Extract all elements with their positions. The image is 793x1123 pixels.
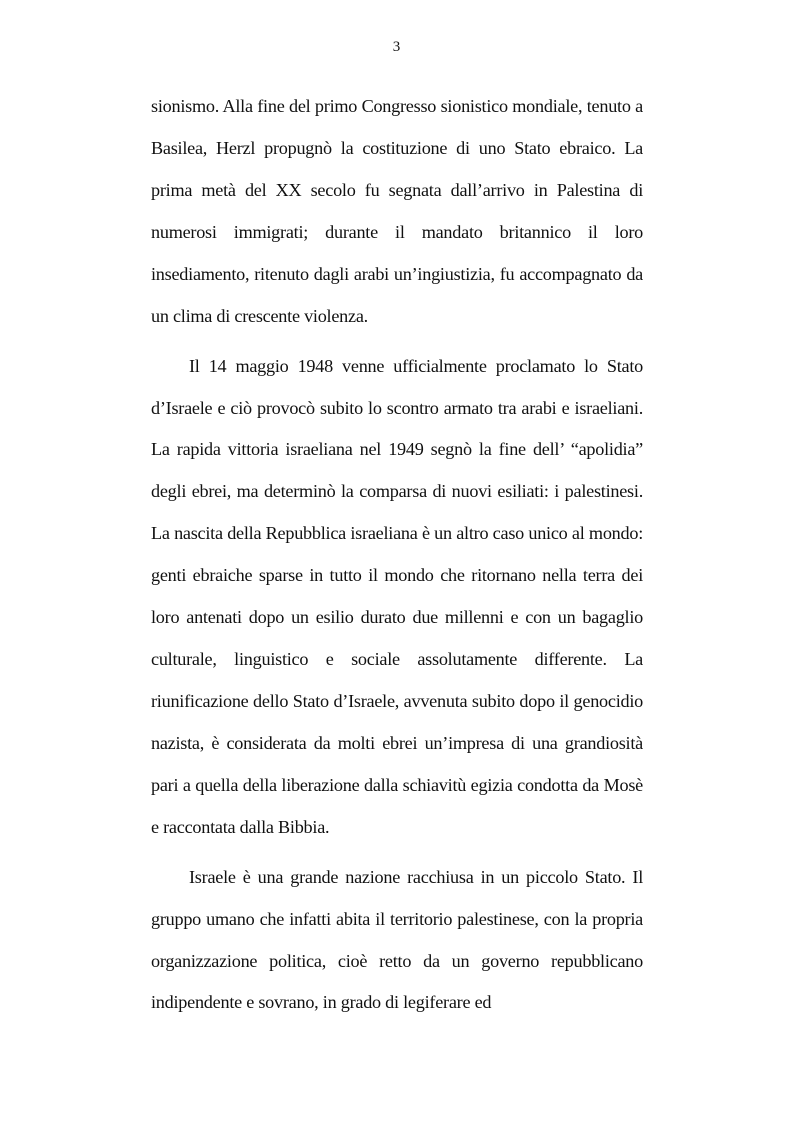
paragraph-israel-nation: Israele è una grande nazione racchiusa in un piccolo Stato. Il gruppo umano che infatti abita il territorio palestinese, con la propria organizzazione politica, cioè retto da un governo repubblicano indipendente e sovrano, in grado di legiferare ed: [151, 866, 643, 1013]
paragraph-israel-proclamation: Il 14 maggio 1948 venne ufficialmente proclamato lo Stato d’Israele e ciò provocò subito lo scontro armato tra arabi e israeliani. La rapida vittoria israeliana nel 1949 segnò la fine dell’ “apolidia” degli ebrei, ma determinò la comparsa di nuovi esiliati: i palestinesi. La nascita della Repubblica israeliana è un altro caso unico al mondo: genti ebraiche sparse in tutto il mondo che ritornano nella terra dei loro antenati dopo un esilio durato due millenni e con un bagaglio culturale, linguistico e sociale assolutamente differente. La riunificazione dello Stato d’Israele, avvenuta subito dopo il genocidio nazista, è considerata da molti ebrei un’impresa di una grandiosità pari a quella della liberazione dalla schiavitù egizia condotta da Mosè e raccontata dalla Bibbia.: [151, 355, 643, 837]
body-text: [151, 86, 643, 1024]
page-number: 3: [392, 39, 401, 55]
paragraph-continuation: sionismo. Alla fine del primo Congresso sionistico mondiale, tenuto a Basilea, Herzl propugnò la costituzione di uno Stato ebraico. La prima metà del XX secolo fu segnata dall’arrivo in Palestina di numerosi immigrati; durante il mandato britannico il loro insediamento, ritenuto dagli arabi un’ingiustizia, fu accompagnato da un clima di crescente violenza.: [151, 96, 643, 326]
